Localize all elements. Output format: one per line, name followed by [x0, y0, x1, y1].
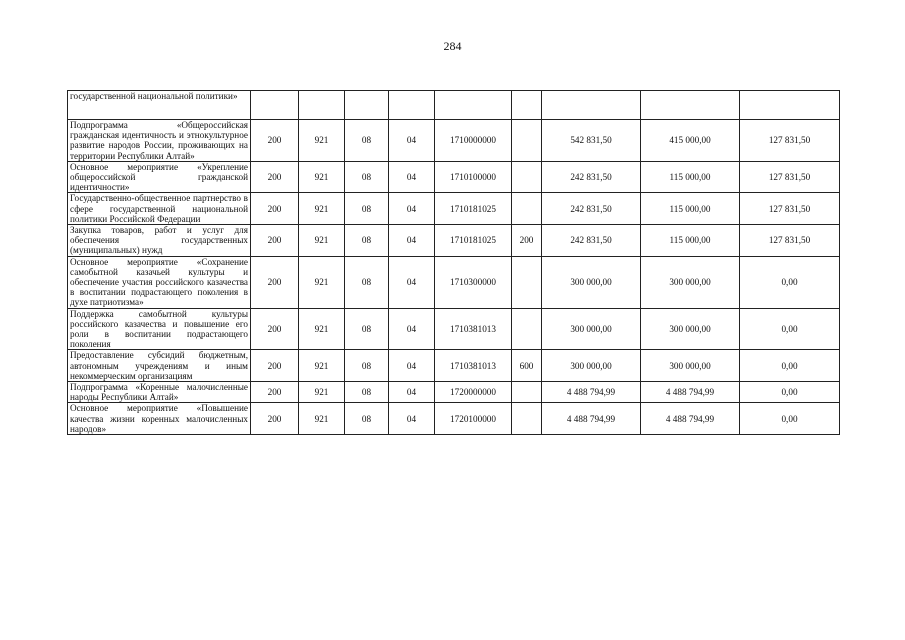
cell-federal: 115 000,00	[641, 225, 740, 257]
cell-target	[435, 91, 512, 120]
cell-regional	[740, 91, 840, 120]
cell-section: 08	[345, 120, 389, 162]
cell-federal: 300 000,00	[641, 350, 740, 382]
cell-ministry: 921	[299, 225, 345, 257]
cell-total: 242 831,50	[542, 161, 641, 193]
cell-target: 1720100000	[435, 403, 512, 435]
row-name: государственной национальной политики»	[68, 91, 251, 120]
cell-section: 08	[345, 256, 389, 308]
cell-regional: 127 831,50	[740, 161, 840, 193]
cell-expense	[512, 161, 542, 193]
cell-subsection: 04	[389, 350, 435, 382]
cell-admin: 200	[251, 193, 299, 225]
row-name: Основное мероприятие «Укрепление общероссийской гражданской идентичности»	[68, 161, 251, 193]
table-row	[68, 350, 840, 382]
cell-federal: 4 488 794,99	[641, 403, 740, 435]
cell-total: 4 488 794,99	[542, 382, 641, 403]
cell-section	[345, 91, 389, 120]
cell-ministry: 921	[299, 308, 345, 350]
cell-target: 1710100000	[435, 161, 512, 193]
cell-target: 1710381013	[435, 350, 512, 382]
cell-ministry: 921	[299, 120, 345, 162]
row-name: Подпрограмма «Общероссийская гражданская идентичность и этнокультурное развитие народов России, проживающих на территории Республики Алтай»	[68, 120, 251, 162]
cell-subsection: 04	[389, 225, 435, 257]
cell-section: 08	[345, 193, 389, 225]
cell-admin: 200	[251, 161, 299, 193]
cell-regional: 0,00	[740, 256, 840, 308]
cell-ministry: 921	[299, 382, 345, 403]
table-row	[68, 120, 840, 162]
table-row	[68, 91, 840, 120]
cell-regional: 0,00	[740, 350, 840, 382]
cell-federal: 300 000,00	[641, 308, 740, 350]
cell-expense	[512, 193, 542, 225]
row-name: Основное мероприятие «Повышение качества жизни коренных малочисленных народов»	[68, 403, 251, 435]
cell-regional: 127 831,50	[740, 193, 840, 225]
cell-ministry	[299, 91, 345, 120]
cell-total: 300 000,00	[542, 256, 641, 308]
cell-section: 08	[345, 161, 389, 193]
cell-subsection	[389, 91, 435, 120]
cell-regional: 127 831,50	[740, 225, 840, 257]
cell-expense	[512, 256, 542, 308]
cell-section: 08	[345, 350, 389, 382]
cell-target: 1710181025	[435, 193, 512, 225]
cell-ministry: 921	[299, 193, 345, 225]
cell-subsection: 04	[389, 161, 435, 193]
cell-ministry: 921	[299, 403, 345, 435]
row-name: Государственно-общественное партнерство в сфере государственной национальной политики Российской Федерации	[68, 193, 251, 225]
cell-total: 242 831,50	[542, 193, 641, 225]
cell-admin: 200	[251, 382, 299, 403]
cell-target: 1710300000	[435, 256, 512, 308]
cell-regional: 127 831,50	[740, 120, 840, 162]
cell-subsection: 04	[389, 120, 435, 162]
cell-target: 1720000000	[435, 382, 512, 403]
cell-subsection: 04	[389, 256, 435, 308]
cell-total: 242 831,50	[542, 225, 641, 257]
cell-total: 300 000,00	[542, 350, 641, 382]
cell-expense: 600	[512, 350, 542, 382]
cell-regional: 0,00	[740, 403, 840, 435]
cell-ministry: 921	[299, 161, 345, 193]
cell-federal: 115 000,00	[641, 161, 740, 193]
budget-table	[67, 90, 840, 435]
cell-target: 1710000000	[435, 120, 512, 162]
cell-admin: 200	[251, 256, 299, 308]
cell-regional: 0,00	[740, 308, 840, 350]
cell-target: 1710381013	[435, 308, 512, 350]
cell-federal: 4 488 794,99	[641, 382, 740, 403]
cell-section: 08	[345, 225, 389, 257]
page-number: 284	[443, 39, 462, 53]
table-row	[68, 256, 840, 308]
table-row	[68, 161, 840, 193]
cell-total	[542, 91, 641, 120]
cell-expense	[512, 403, 542, 435]
cell-subsection: 04	[389, 403, 435, 435]
cell-federal	[641, 91, 740, 120]
cell-expense: 200	[512, 225, 542, 257]
row-name: Предоставление субсидий бюджетным, автономным учреждениям и иным некоммерческим организациям	[68, 350, 251, 382]
cell-admin: 200	[251, 225, 299, 257]
cell-subsection: 04	[389, 193, 435, 225]
cell-admin: 200	[251, 308, 299, 350]
table-row	[68, 193, 840, 225]
cell-admin: 200	[251, 403, 299, 435]
cell-total: 4 488 794,99	[542, 403, 641, 435]
cell-federal: 415 000,00	[641, 120, 740, 162]
row-name: Поддержка самобытной культуры российского казачества и повышение его роли в воспитании подрастающего поколения	[68, 308, 251, 350]
row-name: Закупка товаров, работ и услуг для обеспечения государственных (муниципальных) нужд	[68, 225, 251, 257]
cell-expense	[512, 120, 542, 162]
cell-subsection: 04	[389, 308, 435, 350]
cell-admin: 200	[251, 350, 299, 382]
cell-section: 08	[345, 403, 389, 435]
cell-expense	[512, 382, 542, 403]
cell-expense	[512, 308, 542, 350]
table-row	[68, 225, 840, 257]
cell-target: 1710181025	[435, 225, 512, 257]
row-name: Основное мероприятие «Сохранение самобытной казачьей культуры и обеспечение участия российского казачества в воспитании подрастающего поколения в духе патриотизма»	[68, 256, 251, 308]
cell-total: 300 000,00	[542, 308, 641, 350]
cell-section: 08	[345, 382, 389, 403]
cell-federal: 115 000,00	[641, 193, 740, 225]
row-name: Подпрограмма «Коренные малочисленные народы Республики Алтай»	[68, 382, 251, 403]
table-row	[68, 308, 840, 350]
cell-subsection: 04	[389, 382, 435, 403]
table-row	[68, 382, 840, 403]
cell-regional: 0,00	[740, 382, 840, 403]
table-row	[68, 403, 840, 435]
cell-admin	[251, 91, 299, 120]
cell-total: 542 831,50	[542, 120, 641, 162]
cell-federal: 300 000,00	[641, 256, 740, 308]
cell-admin: 200	[251, 120, 299, 162]
cell-section: 08	[345, 308, 389, 350]
cell-ministry: 921	[299, 350, 345, 382]
cell-expense	[512, 91, 542, 120]
cell-ministry: 921	[299, 256, 345, 308]
